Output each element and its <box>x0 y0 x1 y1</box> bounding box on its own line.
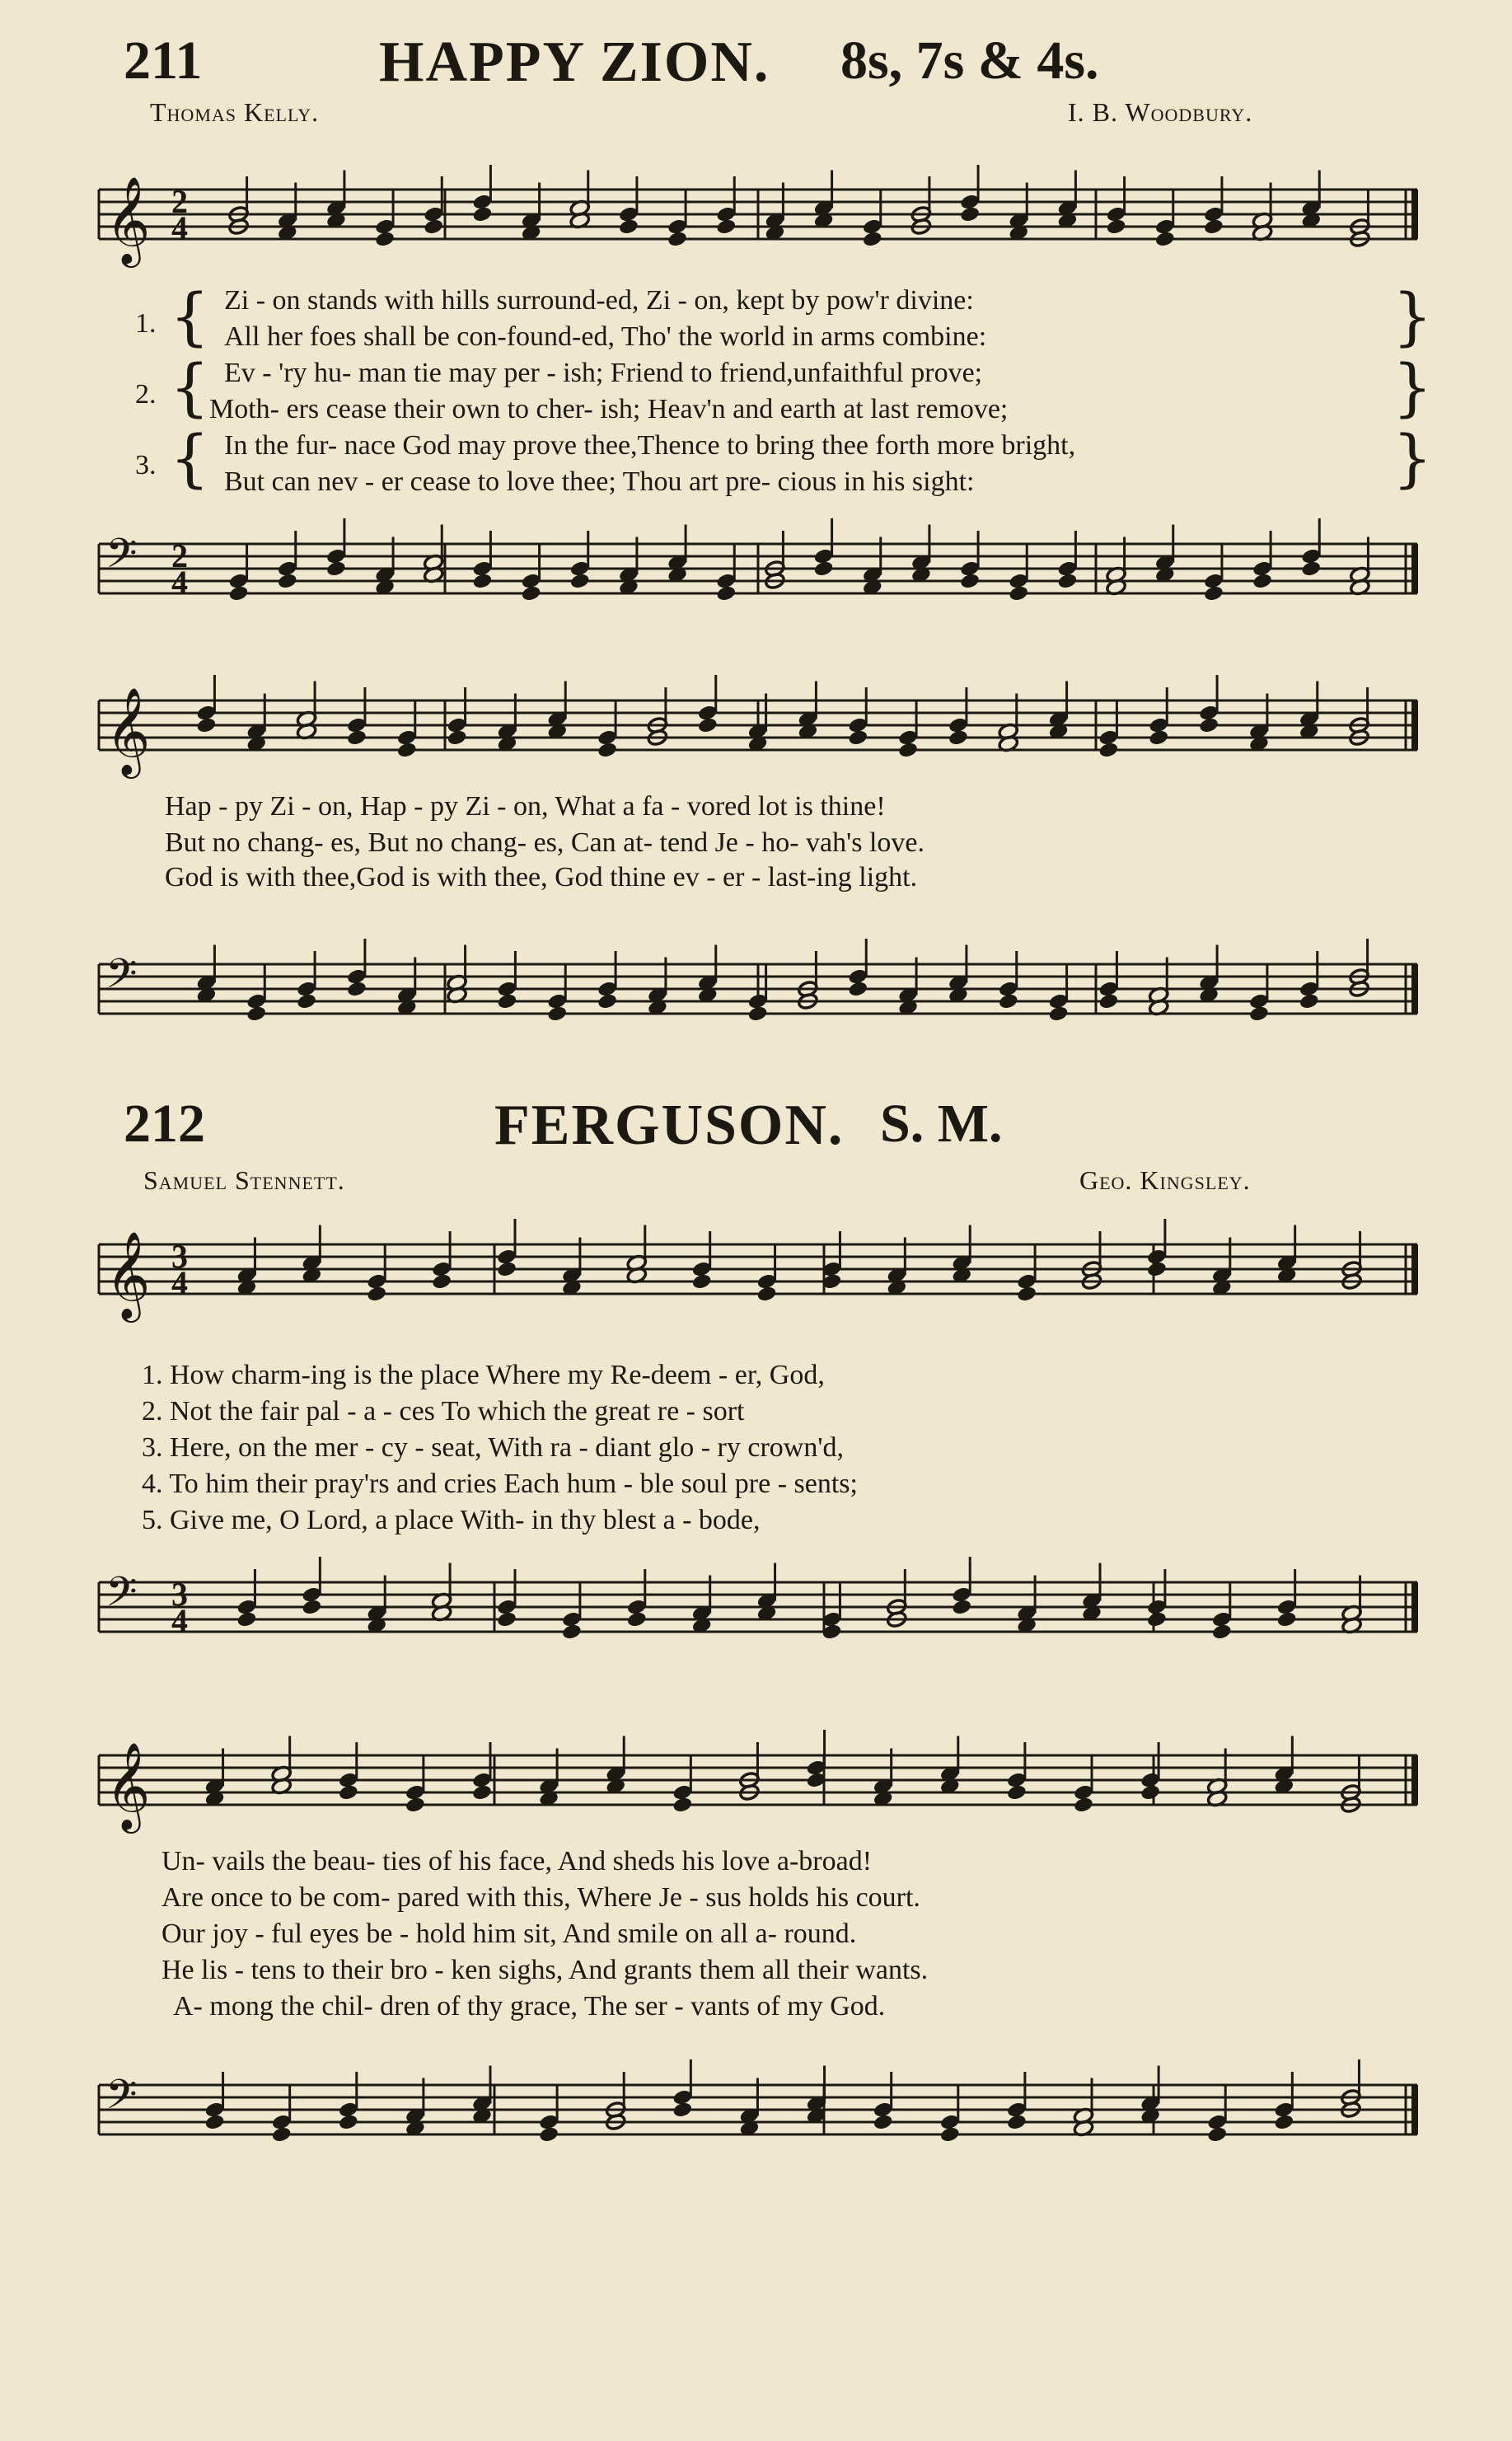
time-signature-bottom: 4 <box>171 1602 188 1639</box>
note-head <box>1098 741 1120 759</box>
note-head <box>204 2113 226 2131</box>
time-signature-bottom: 4 <box>171 1264 188 1301</box>
note-head <box>496 1260 517 1278</box>
note-head <box>1211 1623 1233 1641</box>
note-head <box>1203 218 1224 236</box>
bass-clef-icon: 𝄢 <box>105 1568 138 1626</box>
note-head <box>1057 572 1079 590</box>
note-head <box>948 729 969 747</box>
bass-clef-icon: 𝄢 <box>105 530 138 588</box>
hymn-composer: I. B. Woodbury. <box>1068 97 1253 127</box>
treble-clef-icon: 𝄞 <box>105 176 151 264</box>
note-head <box>431 1272 452 1291</box>
note-head <box>626 1610 648 1628</box>
treble-clef-icon: 𝄞 <box>105 686 151 775</box>
note-head <box>1154 230 1176 248</box>
note-head <box>277 572 298 590</box>
bass-staff <box>82 511 1434 635</box>
note-head <box>1146 1260 1168 1278</box>
brace-icon: { <box>170 350 210 424</box>
brace-icon: } <box>1393 350 1433 424</box>
treble-staff <box>82 1211 1434 1368</box>
note-head <box>338 1783 359 1801</box>
note-head <box>546 1005 568 1023</box>
note-head <box>1106 218 1127 236</box>
note-head <box>1098 992 1120 1010</box>
treble-staff <box>82 1706 1434 1854</box>
bass-staff <box>82 2027 1434 2209</box>
note-head <box>1140 1783 1161 1801</box>
refrain-line: Hap - py Zi - on, Hap - py Zi - on, What a fa - vored lot is thine! <box>165 791 886 822</box>
hymn-number: 211 <box>124 30 203 91</box>
note-head <box>813 560 835 578</box>
note-head <box>346 729 367 747</box>
brace-icon: { <box>170 279 210 353</box>
note-head <box>1203 584 1224 602</box>
note-head <box>847 980 868 998</box>
lyric-line: Zi - on stands with hills surround-ed, Zi - on, kept by pow'r divine: <box>224 285 974 316</box>
note-head <box>691 1272 713 1291</box>
hymn-author: Samuel Stennett. <box>143 1165 345 1195</box>
note-head <box>301 1598 322 1616</box>
note-head <box>423 218 444 236</box>
brace-icon: { <box>170 421 210 494</box>
hymn-212-header <box>124 1093 1409 1159</box>
lyric-line: Are once to be com- pared with this, Where Je - sus holds his court. <box>161 1882 920 1913</box>
note-head <box>747 1005 769 1023</box>
note-head <box>897 741 919 759</box>
note-head <box>374 230 396 248</box>
note-head <box>1073 1796 1094 1814</box>
bass-clef-icon: 𝄢 <box>105 950 138 1008</box>
hymn-title: FERGUSON. <box>494 1094 845 1157</box>
note-head <box>196 716 218 734</box>
time-signature-top: 2 <box>171 183 188 220</box>
note-head <box>1252 572 1273 590</box>
note-head <box>561 1623 583 1641</box>
bass-staff <box>82 915 1434 1071</box>
note-head <box>939 2125 961 2143</box>
lyric-line: 1. How charm-ing is the place Where my Re-deem - er, God, <box>142 1360 825 1390</box>
note-head <box>472 205 494 223</box>
note-head <box>873 2113 894 2131</box>
note-head <box>672 2101 693 2119</box>
note-head <box>346 980 367 998</box>
note-head <box>338 2113 359 2131</box>
note-head <box>959 572 981 590</box>
note-head <box>569 572 591 590</box>
lyric-line: 3. Here, on the mer - cy - seat, With ra - diant glo - ry crown'd, <box>142 1432 844 1463</box>
note-head <box>998 992 1019 1010</box>
hymn-meter: S. M. <box>880 1094 1003 1154</box>
note-head <box>447 729 468 747</box>
time-signature-top: 3 <box>171 1576 188 1613</box>
note-head <box>521 584 542 602</box>
note-head <box>697 716 719 734</box>
note-head <box>1148 729 1169 747</box>
refrain-line: But no chang- es, But no chang- es, Can at- tend Je - ho- vah's love. <box>165 827 925 858</box>
note-head <box>597 741 618 759</box>
note-head <box>672 1796 693 1814</box>
note-head <box>496 1610 517 1628</box>
note-head <box>325 560 347 578</box>
note-head <box>618 218 639 236</box>
verse-number: 1. <box>135 308 157 339</box>
note-head <box>756 1285 778 1303</box>
note-head <box>236 1610 258 1628</box>
verse-number: 3. <box>135 450 157 480</box>
time-signature-bottom: 4 <box>171 209 188 246</box>
lyric-line: 2. Not the fair pal - a - ces To which the great re - sort <box>142 1396 745 1427</box>
note-head <box>847 729 868 747</box>
note-head <box>1300 560 1322 578</box>
note-head <box>1146 1610 1168 1628</box>
lyric-line: He lis - tens to their bro - ken sighs, And grants them all their wants. <box>161 1955 929 1985</box>
lyric-line: All her foes shall be con-found-ed, Tho' the world in arms combine: <box>224 321 987 352</box>
lyric-line: But can nev - er cease to love thee; Thou art pre- cious in his sight: <box>224 466 975 497</box>
lyric-line: Our joy - ful eyes be - hold him sit, And smile on all a- round. <box>161 1919 857 1949</box>
hymn-meter: 8s, 7s & 4s. <box>840 30 1099 91</box>
note-head <box>1016 1285 1037 1303</box>
note-head <box>1248 1005 1270 1023</box>
time-signature-top: 2 <box>171 537 188 574</box>
time-signature-bottom: 4 <box>171 564 188 601</box>
note-head <box>667 230 688 248</box>
lyric-line: 4. To him their pray'rs and cries Each hum - ble soul pre - sents; <box>142 1469 858 1499</box>
note-head <box>715 584 737 602</box>
treble-clef-icon: 𝄞 <box>105 1741 151 1830</box>
note-head <box>1276 1610 1298 1628</box>
lyric-line: Moth- ers cease their own to cher- ish; Heav'n and earth at last remove; <box>209 394 1009 424</box>
note-head <box>296 992 317 1010</box>
note-head <box>1206 2125 1228 2143</box>
lyric-line: 5. Give me, O Lord, a place With- in thy blest a - bode, <box>142 1505 761 1535</box>
note-head <box>246 1005 267 1023</box>
verse-number: 2. <box>135 379 157 410</box>
note-head <box>1198 716 1219 734</box>
hymn-211-header <box>124 30 1409 96</box>
note-head <box>366 1285 387 1303</box>
note-head <box>959 205 981 223</box>
treble-clef-icon: 𝄞 <box>105 1230 151 1319</box>
note-head <box>472 572 494 590</box>
note-head <box>1273 2113 1294 2131</box>
lyric-line: A- mong the chil- dren of thy grace, The ser - vants of my God. <box>173 1991 886 2022</box>
note-head <box>471 1783 493 1801</box>
hymn-number: 212 <box>124 1094 205 1154</box>
bass-staff <box>82 1533 1434 1689</box>
hymn-title: HAPPY ZION. <box>379 30 770 94</box>
note-head <box>271 2125 293 2143</box>
note-head <box>715 218 737 236</box>
hymn-author: Thomas Kelly. <box>150 97 320 127</box>
hymn-composer: Geo. Kingsley. <box>1079 1165 1251 1195</box>
lyric-line: Un- vails the beau- ties of his face, And sheds his love a-broad! <box>161 1846 873 1876</box>
note-head <box>862 230 883 248</box>
brace-icon: } <box>1393 279 1433 353</box>
treble-staff <box>82 659 1434 783</box>
note-head <box>1299 992 1320 1010</box>
note-head <box>951 1598 972 1616</box>
note-head <box>538 2125 559 2143</box>
note-head <box>1008 584 1029 602</box>
note-head <box>497 992 518 1010</box>
note-head <box>1006 2113 1028 2131</box>
lyric-line: In the fur- nace God may prove thee,Thence to bring thee forth more bright, <box>224 430 1076 461</box>
note-head <box>396 741 418 759</box>
note-head <box>1006 1783 1028 1801</box>
bass-clef-icon: 𝄢 <box>105 2071 138 2129</box>
treble-staff <box>82 165 1434 280</box>
time-signature-top: 3 <box>171 1238 188 1275</box>
brace-icon: } <box>1393 421 1433 494</box>
note-head <box>1048 1005 1070 1023</box>
note-head <box>228 584 250 602</box>
note-head <box>405 1796 426 1814</box>
lyric-line: Ev - 'ry hu- man tie may per - ish; Friend to friend,unfaithful prove; <box>224 358 983 388</box>
note-head <box>597 992 618 1010</box>
refrain-line: God is with thee,God is with thee, God thine ev - er - last-ing light. <box>165 862 918 893</box>
